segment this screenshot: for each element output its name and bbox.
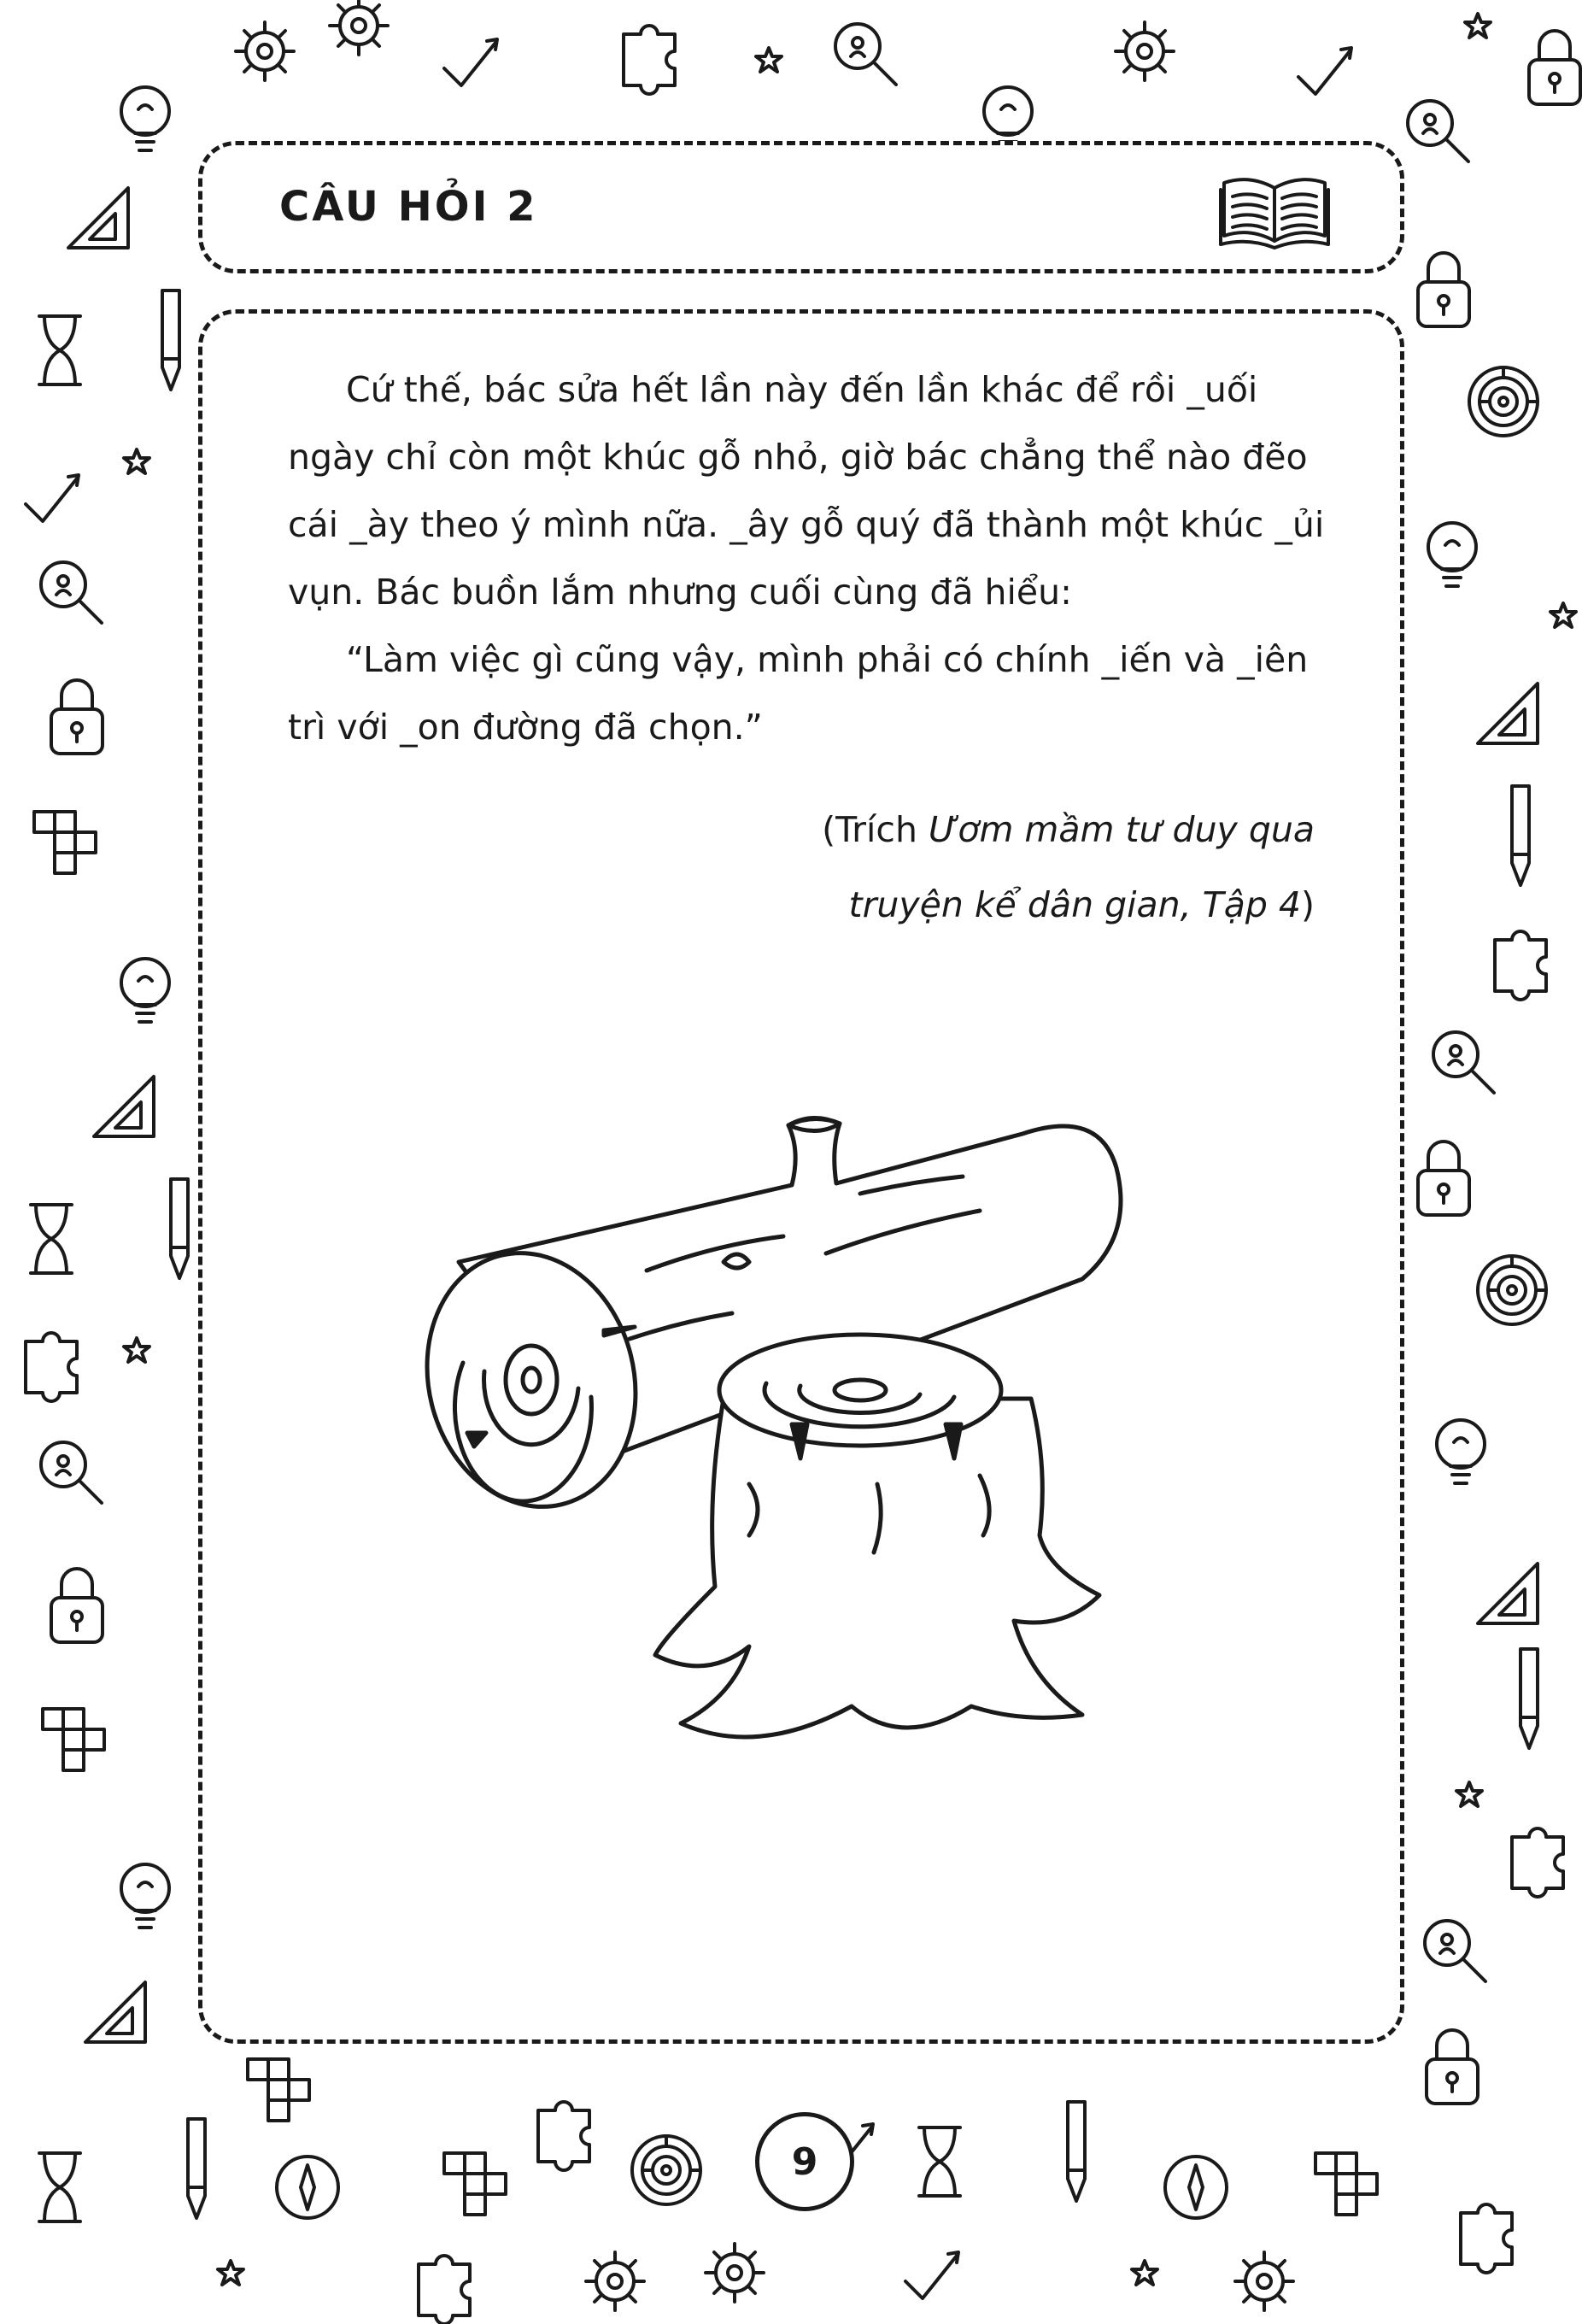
- citation-book-title-line2: truyện kể dân gian, Tập 4: [848, 884, 1301, 925]
- citation-prefix: (Trích: [822, 809, 929, 850]
- book-icon: [1219, 171, 1330, 249]
- citation-suffix: ): [1301, 884, 1315, 925]
- question-header: [198, 141, 1404, 273]
- passage-paragraph-1: Cứ thế, bác sửa hết lần này đến lần khác để rồi _uối ngày chỉ còn một khúc gỗ nhỏ, giờ bác chẳng thể nào đẽo cái _ày theo ý mình nữa. _ây gỗ quý đã thành một khúc _ủi vụn. Bác buồn lắm nhưng cuối cùng đã hiểu:: [288, 369, 1325, 613]
- question-title: CÂU HỎI 2: [279, 183, 538, 231]
- story-passage: [288, 356, 1339, 761]
- source-citation: [822, 792, 1315, 942]
- passage-paragraph-2: “Làm việc gì cũng vậy, mình phải có chính _iến và _iên trì với _on đường đã chọn.”: [288, 639, 1309, 748]
- citation-book-title-line1: Ươm mầm tư duy qua: [928, 809, 1315, 850]
- tree-stump-illustration: [655, 1335, 1099, 1737]
- story-panel: [198, 309, 1404, 2044]
- page-number: 9: [755, 2112, 854, 2211]
- wood-illustration: [348, 1083, 1287, 1826]
